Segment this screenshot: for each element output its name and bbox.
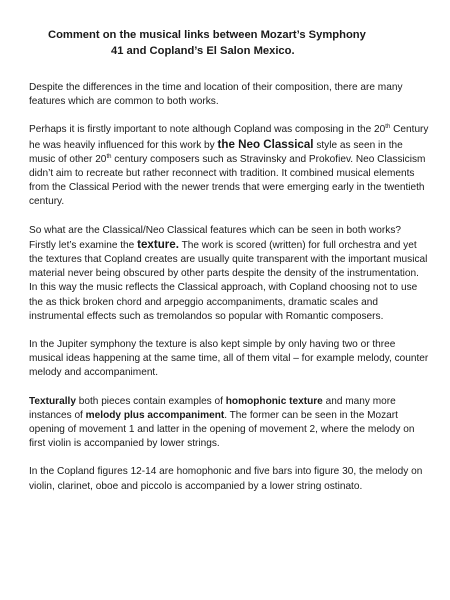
text-run: . The former can be seen in the Mozart opening of movement 1 and latter in the opening of movement 2, where the melody on first violin is accompanied by lower strings. — [29, 409, 415, 450]
text-run: So what are the Classical/Neo Classical features which can be seen in both works? Firstly let’s examine the — [29, 224, 401, 251]
texture-emphasis: texture. — [137, 237, 179, 251]
neo-classical-paragraph — [29, 123, 430, 209]
title-line-1: Comment on the musical links between Mozart’s Symphony — [48, 29, 366, 41]
jupiter-paragraph: In the Jupiter symphony the texture is also kept simple by only having two or three musical ideas happening at the same time, all of them vital – for example melody, counter melody and accompaniment. — [29, 339, 429, 379]
texturally-emphasis: Texturally — [29, 395, 76, 407]
text-run: century composers such as Stravinsky and Prokofiev. Neo Classicism didn’t aim to recreate but rather reconnect with tradition. It combined musical elements from the Classical Period with the newer trends that were emerging early in the twentieth century. — [29, 153, 426, 208]
text-run: and many more instances of — [29, 395, 396, 421]
intro-paragraph: Despite the differences in the time and location of their composition, there are many features which are common to both works. — [29, 82, 403, 108]
text-run: Perhaps it is firstly important to note although Copland was composing in the 20 — [29, 124, 386, 136]
text-run: Century he was heavily influenced for this work by — [29, 124, 429, 151]
title-line-2: 41 and Copland’s El Salon Mexico. — [111, 45, 295, 57]
document-body — [29, 81, 430, 508]
text-run: both pieces contain examples of — [75, 395, 226, 407]
neo-classical-emphasis: the Neo Classical — [217, 137, 314, 151]
homophonic-paragraph — [29, 395, 430, 452]
melody-accompaniment-emphasis: melody plus accompaniment — [85, 409, 225, 421]
homophonic-emphasis: homophonic texture — [225, 395, 323, 407]
text-run: style as seen in the music of other 20 — [29, 139, 403, 165]
superscript-th: th — [385, 124, 391, 131]
document-title — [48, 27, 408, 59]
superscript-th: th — [106, 153, 112, 160]
texture-paragraph — [29, 224, 430, 324]
copland-paragraph: In the Copland figures 12-14 are homophonic and five bars into figure 30, the melody on violin, clarinet, oboe and piccolo is accompanied by a lower string ostinato. — [29, 466, 423, 492]
text-run: The work is scored (written) for full orchestra and yet the textures that Copland creates are usually quite transparent with the important musical material never being obscured by other parts despite the density of the instrumentation. In this way the music reflects the Classical approach, with Copland choosing not to use the as thick broken chord and arpeggio accompaniments, dramatic scales and instrumental effects such as tremolandos so popular with Romantic composers. — [29, 239, 428, 322]
